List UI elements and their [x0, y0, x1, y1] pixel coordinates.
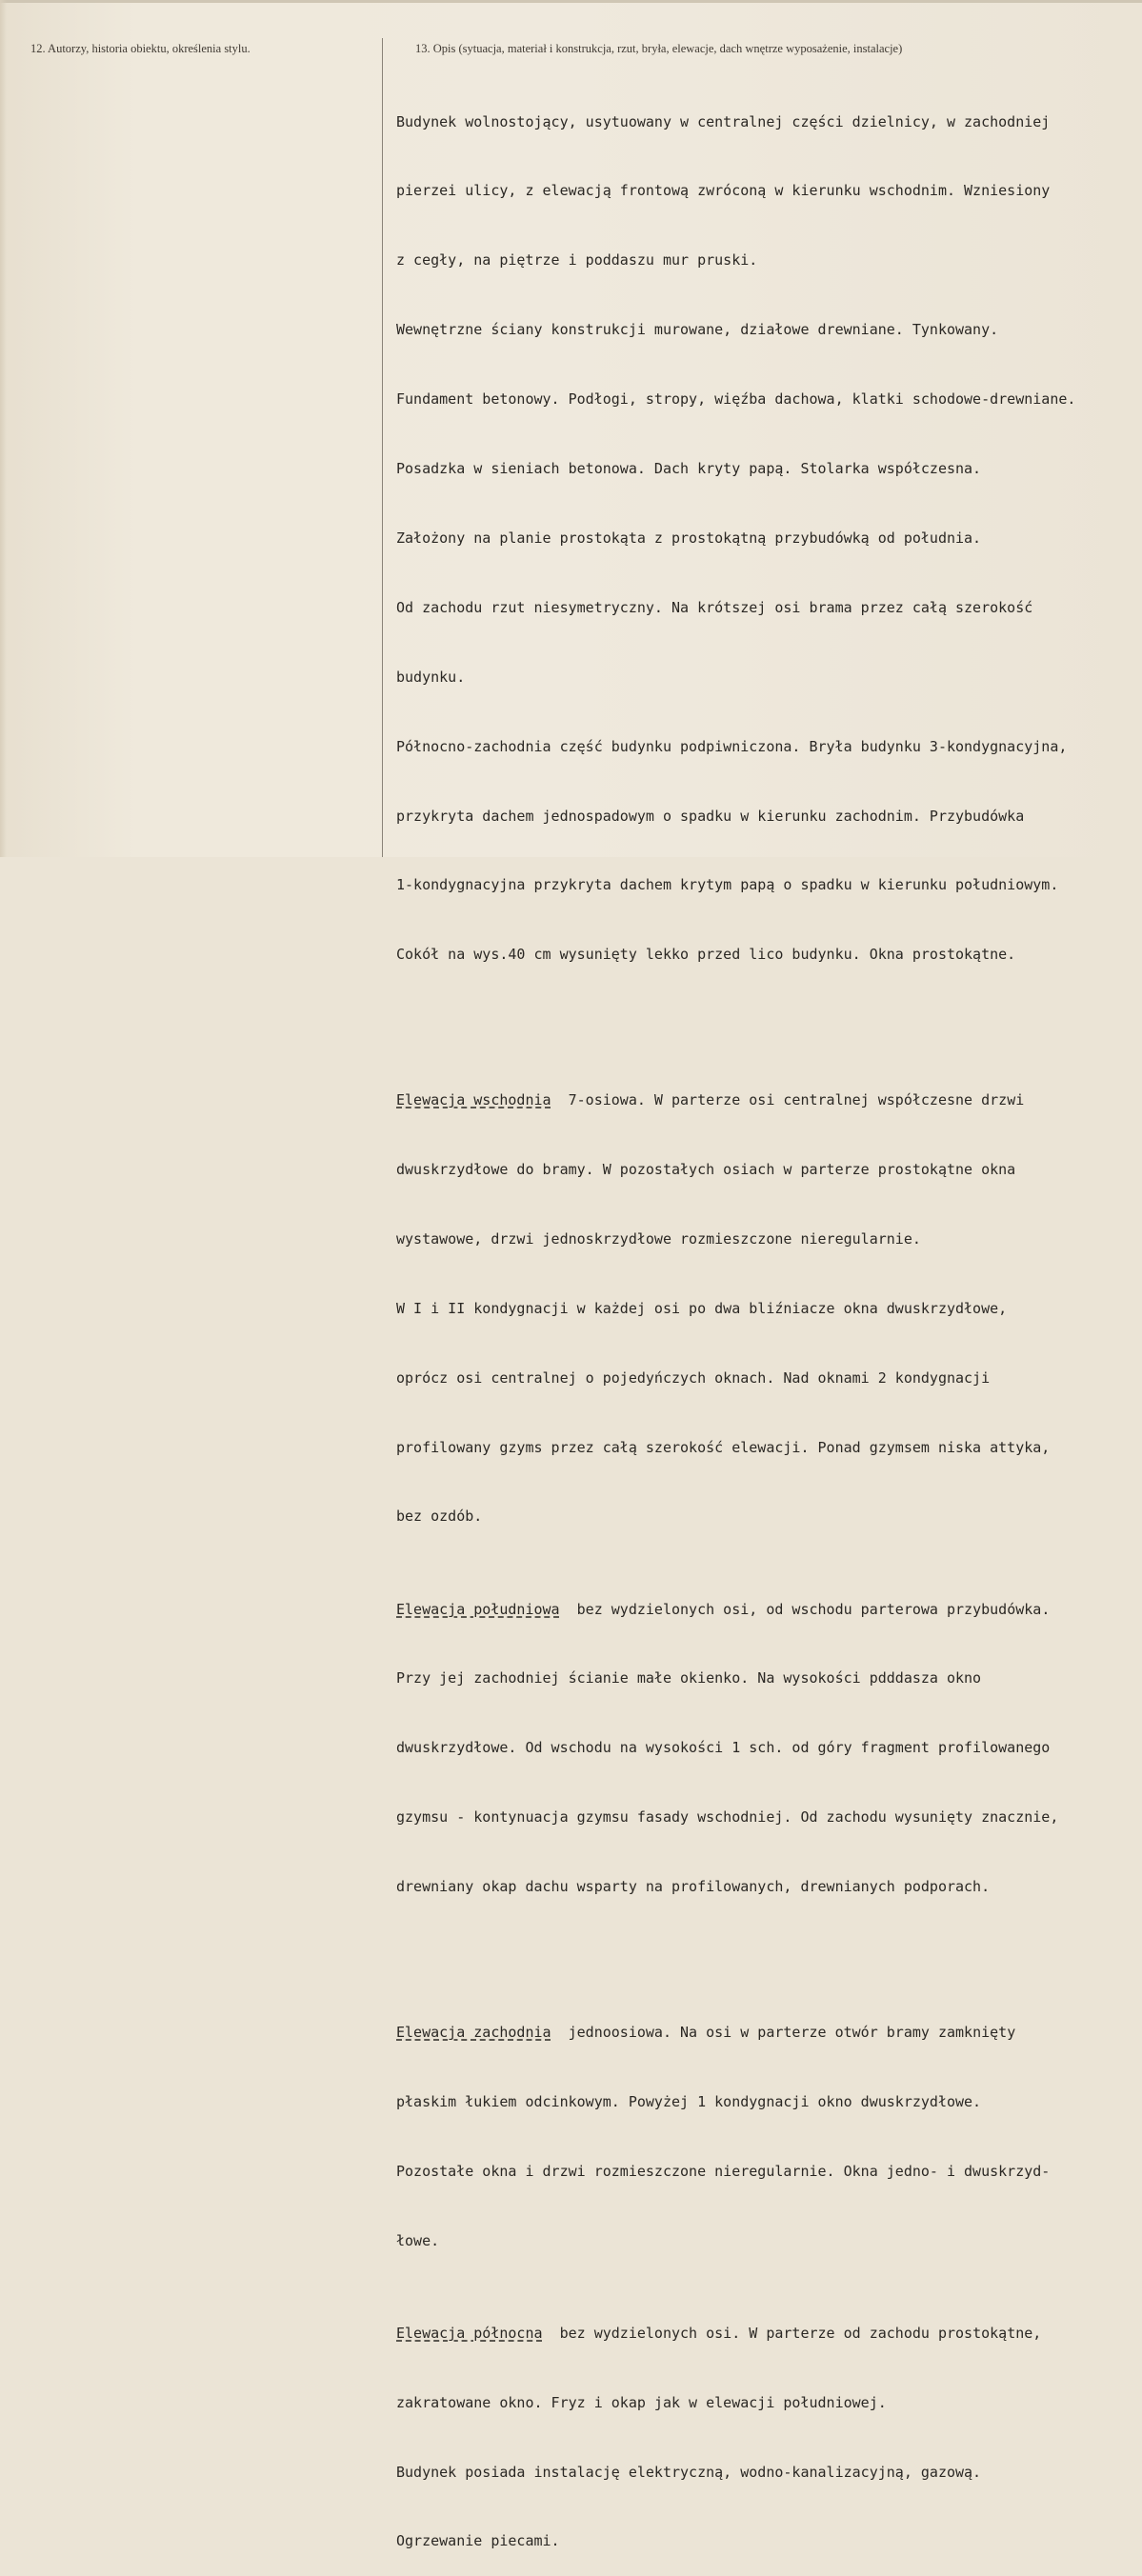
text-line: łowe.	[396, 2231, 440, 2249]
text-line: W I i II kondygnacji w każdej osi po dwa bliźniacze okna dwuskrzydłowe,	[396, 1299, 1008, 1317]
east-elevation-line	[396, 1088, 1137, 1111]
text-line: Budynek wolnostojący, usytuowany w centralnej części dzielnicy, w zachodniej	[396, 112, 1051, 130]
text-line: Założony na planie prostokąta z prostokątną przybudówką od południa.	[396, 529, 982, 547]
text-line: Ogrzewanie piecami.	[396, 2532, 560, 2550]
text-line: Pozostałe okna i drzwi rozmieszczone nieregularnie. Okna jedno- i dwuskrzyd-	[396, 2162, 1051, 2180]
north-elevation-heading: Elewacja północna	[396, 2324, 543, 2342]
section-13-header: 13. Opis (sytuacja, materiał i konstrukcja, rzut, bryła, elewacje, dach wnętrze wyposażenie, instalacje)	[415, 42, 903, 55]
text-line: Przy jej zachodniej ścianie małe okienko. Na wysokości pdddasza okno	[396, 1669, 982, 1687]
page-top-edge	[0, 0, 1142, 3]
west-elevation-line	[396, 2021, 1137, 2044]
text-line: wystawowe, drzwi jednoskrzydłowe rozmieszczone nieregularnie.	[396, 1229, 921, 1248]
text-line: dwuskrzydłowe do bramy. W pozostałych osiach w parterze prostokątne okna	[396, 1160, 1016, 1178]
text-line: zakratowane okno. Fryz i okap jak w elewacji południowej.	[396, 2393, 887, 2411]
west-elevation-heading: Elewacja zachodnia	[396, 2023, 551, 2041]
text-line: Fundament betonowy. Podłogi, stropy, więźba dachowa, klatki schodowe-drewniane.	[396, 390, 1076, 409]
text-line: Posadzka w sieniach betonowa. Dach kryty papą. Stolarka współczesna.	[396, 460, 982, 478]
text-line: z cegły, na piętrze i poddaszu mur pruski.	[396, 251, 758, 270]
paragraph-gap	[396, 1945, 1137, 1951]
text-line: Północno-zachodnia część budynku podpiwniczona. Bryła budynku 3-kondygnacyjna,	[396, 737, 1068, 755]
east-elevation-heading: Elewacja wschodnia	[396, 1091, 551, 1109]
text-line: Cokół na wys.40 cm wysunięty lekko przed lico budynku. Okna prostokątne.	[396, 946, 1016, 964]
east-elevation-first-text: 7-osiowa. W parterze osi centralnej współczesne drzwi	[551, 1091, 1025, 1109]
text-line: pierzei ulicy, z elewacją frontową zwróconą w kierunku wschodnim. Wzniesiony	[396, 182, 1051, 200]
text-line: gzymsu - kontynuacja gzymsu fasady wschodniej. Od zachodu wysunięty znacznie,	[396, 1808, 1059, 1827]
text-line: Od zachodu rzut niesymetryczny. Na krótszej osi brama przez całą szerokość	[396, 598, 1033, 616]
text-line: bez ozdób.	[396, 1508, 483, 1526]
text-line: płaskim łukiem odcinkowym. Powyżej 1 kondygnacji okno dwuskrzydłowe.	[396, 2092, 982, 2110]
column-divider	[382, 38, 383, 857]
text-line: Wewnętrzne ściany konstrukcji murowane, działowe drewniane. Tynkowany.	[396, 321, 999, 339]
north-elevation-first-text: bez wydzielonych osi. W parterze od zachodu prostokątne,	[542, 2324, 1042, 2342]
west-elevation-first-text: jednoosiowa. Na osi w parterze otwór bramy zamknięty	[551, 2023, 1016, 2041]
page-left-edge	[0, 0, 7, 857]
text-line: przykryta dachem jednospadowym o spadku w kierunku zachodnim. Przybudówka	[396, 807, 1025, 825]
description-text	[396, 64, 1137, 2576]
text-line: 1-kondygnacyjna przykryta dachem krytym papą o spadku w kierunku południowym.	[396, 876, 1059, 894]
paragraph-gap	[396, 1012, 1137, 1019]
text-line: budynku.	[396, 668, 466, 686]
south-elevation-heading: Elewacja południowa	[396, 1600, 560, 1618]
south-elevation-line	[396, 1598, 1137, 1621]
text-line: Budynek posiada instalację elektryczną, wodno-kanalizacyjną, gazową.	[396, 2463, 982, 2481]
text-line: oprócz osi centralnej o pojedyńczych oknach. Nad oknami 2 kondygnacji	[396, 1368, 991, 1387]
text-line: profilowany gzyms przez całą szerokość elewacji. Ponad gzymsem niska attyka,	[396, 1438, 1051, 1456]
north-elevation-line	[396, 2322, 1137, 2345]
text-line: dwuskrzydłowe. Od wschodu na wysokości 1 sch. od góry fragment profilowanego	[396, 1739, 1051, 1757]
south-elevation-first-text: bez wydzielonych osi, od wschodu parterowa przybudówka.	[559, 1600, 1051, 1618]
section-12-header: 12. Autorzy, historia obiektu, określenia stylu.	[30, 42, 250, 55]
text-line: drewniany okap dachu wsparty na profilowanych, drewnianych podporach.	[396, 1878, 991, 1896]
